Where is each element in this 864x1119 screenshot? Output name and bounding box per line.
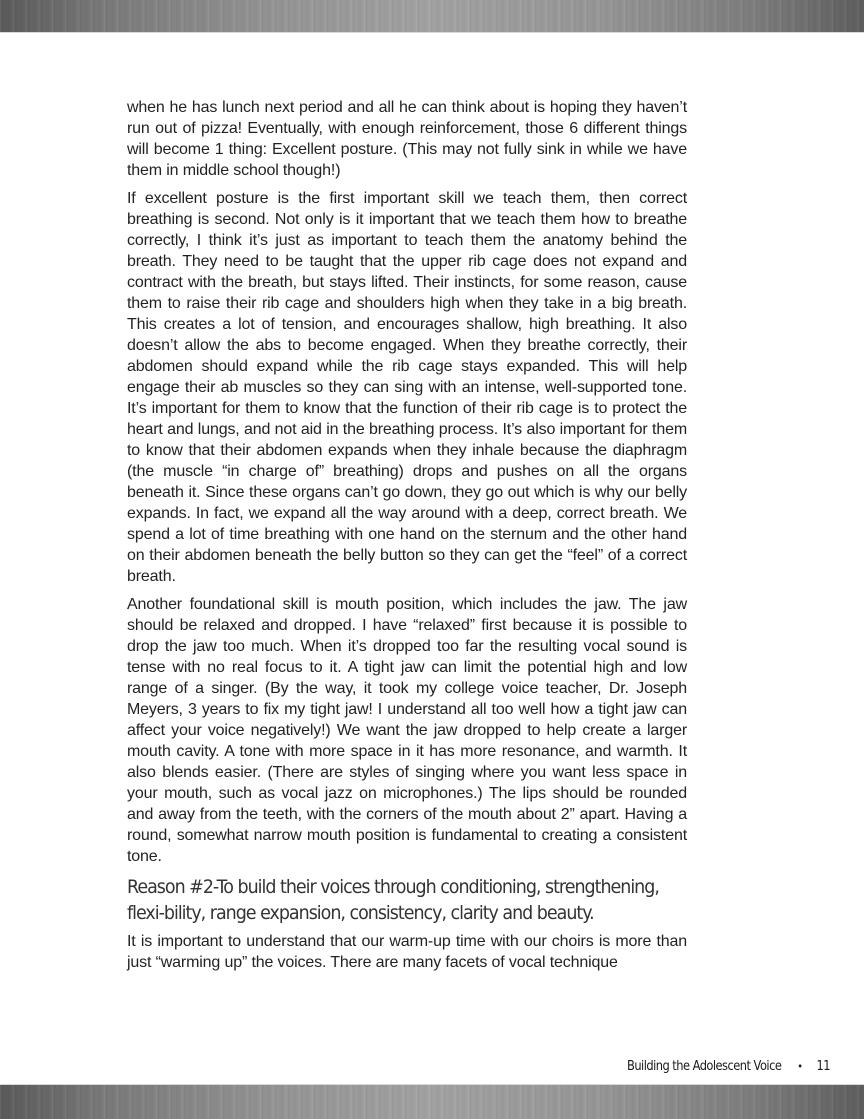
bottom-decorative-bar bbox=[0, 1084, 864, 1119]
footer-bullet-separator: • bbox=[797, 1060, 803, 1073]
page-number: 11 bbox=[816, 1059, 830, 1074]
paragraph-breathing: If excellent posture is the first important skill we teach them, then correct breathing is second. Not only is it important that we teach them how to breathe correctly, I think it’s just as important to teach them the anatomy behind the breath. They need to be taught that the upper rib cage does not expand and contract with the breath, but stays lifted. Their instincts, for some reason, cause them to raise their rib cage and shoulders high when they take in a big breath. This creates a lot of tension, and encourages shallow, high breathing. It also doesn’t allow the abs to become engaged. When they breathe correctly, their abdomen should expand while the rib cage stays expanded. This will help engage their ab muscles so they can sing with an intense, well-supported tone. It’s important for them to know that the function of their rib cage is to protect the heart and lungs, and not aid in the breathing process. It’s also important for them to know that their abdomen expands when they inhale because the diaphragm (the muscle “in charge of” breathing) drops and pushes on all the organs beneath it. Since these organs can’t go down, they go out which is why our belly expands. In fact, we expand all the way around with a deep, correct breath. We spend a lot of time breathing with one hand on the sternum and the other hand on their abdomen beneath the belly button so they can get the “feel” of a correct breath. bbox=[127, 190, 687, 585]
paragraph-posture-end: when he has lunch next period and all he can think about is hoping they haven’t run out of pizza! Eventually, with enough reinforcement, those 6 different things will become 1 thing: Excellent posture. (This may not fully sink in while we have them in middle school though!) bbox=[127, 99, 687, 179]
paragraph-warm-up: It is important to understand that our warm-up time with our choirs is more than just “warming up” the voices. There are many facets of vocal technique bbox=[127, 933, 687, 971]
footer-book-title: Building the Adolescent Voice bbox=[627, 1059, 782, 1074]
section-heading-reason-2: Reason #2-To build their voices through conditioning, strengthening, flexi-bility, range expansion, consistency, clarity and beauty. bbox=[127, 876, 659, 924]
paragraph-mouth-position: Another foundational skill is mouth position, which includes the jaw. The jaw should be relaxed and dropped. I have “relaxed” first because it is possible to drop the jaw too much. When it’s dropped too far the resulting vocal sound is tense with no real focus to it. A tight jaw can limit the potential high and low range of a singer. (By the way, it took my college voice teacher, Dr. Joseph Meyers, 3 years to fix my tight jaw! I understand all too well how a tight jaw can affect your voice negatively!) We want the jaw dropped to help create a larger mouth cavity. A tone with more space in it has more resonance, and warmth. It also blends easier. (There are styles of singing where you want less space in your mouth, such as vocal jazz on microphones.) The lips should be rounded and away from the teeth, with the corners of the mouth about 2” apart. Having a round, somewhat narrow mouth position is fundamental to creating a consistent tone. bbox=[127, 596, 687, 865]
page-footer bbox=[627, 1059, 830, 1074]
page-body bbox=[127, 97, 687, 980]
top-decorative-bar bbox=[0, 0, 864, 33]
